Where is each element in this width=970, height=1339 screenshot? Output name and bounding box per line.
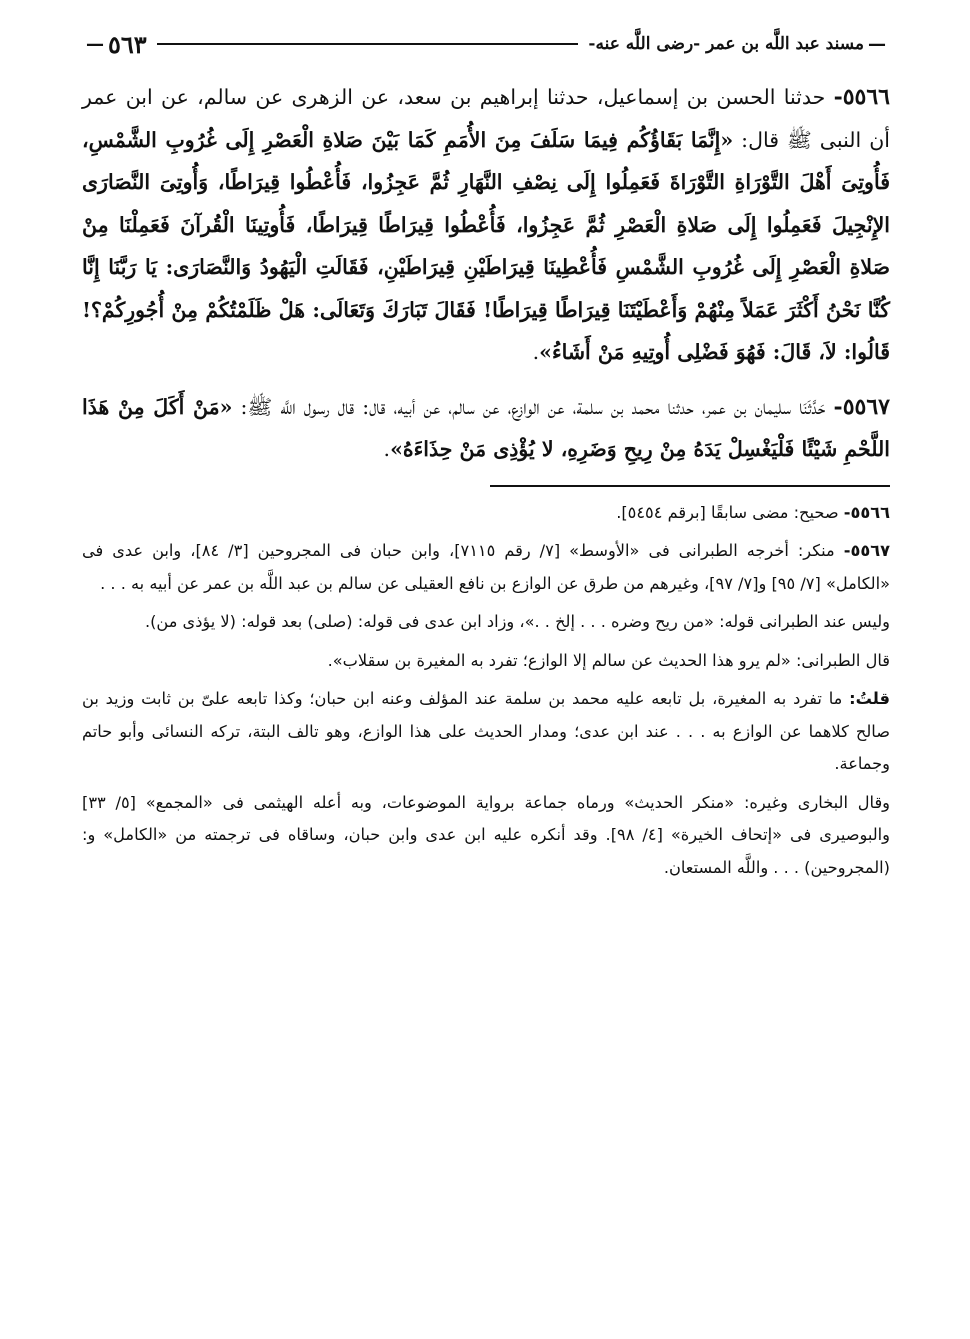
hadith-end: . [383, 437, 391, 461]
hadith-number: ٥٥٦٧- [833, 393, 890, 420]
footnote-number: ٥٥٦٦- [843, 502, 890, 522]
hadith-end: . [532, 340, 540, 364]
hadith-number: ٥٥٦٦- [833, 84, 890, 110]
footnote-5566 [82, 497, 890, 530]
footnote-lead: قلتُ: [849, 689, 890, 708]
hadith-isnad: حَدَّثَنَا سليمان بن عمر، حدثنا محمد بن سلمة، عن الوازع، عن سالم، عن أبيه، قال: قال رسول اللَّه ﷺ: [240, 394, 826, 419]
book-page [82, 22, 890, 1322]
footnote-paragraph [82, 787, 890, 885]
footnote-text: ما تفرد به المغيرة، بل تابعه عليه محمد بن سلمة عند المؤلف وعنه ابن حبان؛ وكذا تابعه علىّ بن ثابت وزيد بن صالح كلاهما عن الوازع به . . . عند ابن عدى؛ ومدار الحديث على هذا الوازع، وهو تالف البتة، تركه النسائى وأبو حاتم وجماعة. [82, 689, 890, 773]
page-number: ٥٦٣ [108, 29, 147, 59]
page-header [82, 22, 890, 66]
hadith-matn: «مَنْ أَكَلَ مِنْ هَذَا اللَّحْمِ شَيْئًا فَلْيَغْسِلْ يَدَهُ مِنْ رِيحِ وَضَرِهِ، لا يُؤْذِى مَنْ حِذَاءَهُ» [82, 394, 890, 461]
footnote-separator [490, 485, 890, 487]
footnote-paragraph [82, 683, 890, 781]
hadith-isnad: حدثنا الحسن بن إسماعيل، حدثنا إبراهيم بن سعد، عن الزهرى عن سالم، عن ابن عمر أن النبى ﷺ قال: [82, 85, 890, 152]
header-dash-left: — [86, 33, 104, 55]
footnote-text: وليس عند الطبرانى قوله: «من ريح وضره . . . إلخ . .»، وزاد ابن عدى فى قوله: (صلى) بعد قوله: (لا يؤذى من). [144, 612, 890, 631]
footnotes [82, 497, 890, 885]
hadith-5567 [82, 386, 890, 471]
header-dash-right: — [868, 33, 886, 55]
footnote-paragraph [82, 606, 890, 639]
footnote-5567 [82, 535, 890, 600]
footnote-text: وقال البخارى وغيره: «منكر الحديث» ورماه جماعة برواية الموضوعات، وبه أعله الهيثمى فى «المجمع» [٥/ ٣٣] والبوصيرى فى «إتحاف الخيرة» [٤/ ٩٨]. وقد أنكره عليه ابن عدى وابن حبان، وساقاه فى ترجمته من «الكامل» و: (المجروحين) . . . واللَّه المستعان. [82, 792, 890, 877]
header-rule [157, 43, 579, 45]
running-title: مسند عبد اللَّه بن عمر -رضى اللَّه عنه- [588, 34, 864, 54]
footnote-number: ٥٥٦٧- [843, 541, 890, 560]
hadith-matn: «إِنَّمَا بَقَاؤُكُم فِيمَا سَلَفَ مِنَ الأُمَمِ كَمَا بَيْنَ صَلاةِ الْعَصْرِ إِلَى غُرُوبِ الشَّمْسِ، فَأُوتِىَ أَهْلَ التَّوْرَاةِ التَّوْرَاةَ فَعَمِلُوا إِلَى نِصْفِ النَّهَارِ ثُمَّ عَجِزُوا، فَأُعْطُوا قِيرَاطًا، وَأُوتِىَ النَّصَارَى الإِنْجِيلَ فَعَمِلُوا إِلَى صَلاةِ الْعَصْرِ ثُمَّ عَجِزُوا، فَأُعْطُوا قِيرَاطًا قِيرَاطًا، فَأُوتِينَا الْقُرآنَ فَعَمِلْنَا مِنْ صَلاةِ الْعَصْرِ إِلَى غُرُوبِ الشَّمْسِ فَأُعْطِينَا قِيرَاطَيْنِ قِيرَاطَيْنِ، فَقَالَتِ الْيَهُودُ وَالنَّصَارَى: يَا رَبَّنَا إِنَّا كُنَّا نَحْنُ أَكْثَرَ عَمَلاً مِنْهُمْ وَأَعْطَيْتَنَا قِيرَاطًا قِيرَاطًا! فَقَالَ تَبَارَكَ وَتَعَالَى: هَلْ ظَلَمْتُكُمْ مِنْ أُجُورِكُمْ؟! قَالُوا: لاَ، قَالَ: فَهُوَ فَضْلِى أُوتِيهِ مَنْ أَشَاءُ» [82, 127, 890, 364]
footnote-paragraph [82, 645, 890, 678]
footnote-text: قال الطبرانى: «لم يرو هذا الحديث عن سالم إلا الوازع؛ تفرد به المغيرة بن سقلاب». [327, 650, 890, 670]
hadith-5566 [82, 76, 890, 374]
footnote-text: منكر: أخرجه الطبرانى فى «الأوسط» [٧/ رقم ٧١١٥]، وابن حبان فى المجروحين [٣/ ٨٤]، وابن عدى فى «الكامل» [٧/ ٩٥] و[٧/ ٩٧]، وغيرهم من طرق عن الوازع بن نافع العقيلى عن سالم بن عبد اللَّه بن عمر عن أبيه به . . . [82, 541, 890, 593]
footnote-text: صحيح: مضى سابقًا [برقم ٥٤٥٤]. [616, 502, 839, 522]
